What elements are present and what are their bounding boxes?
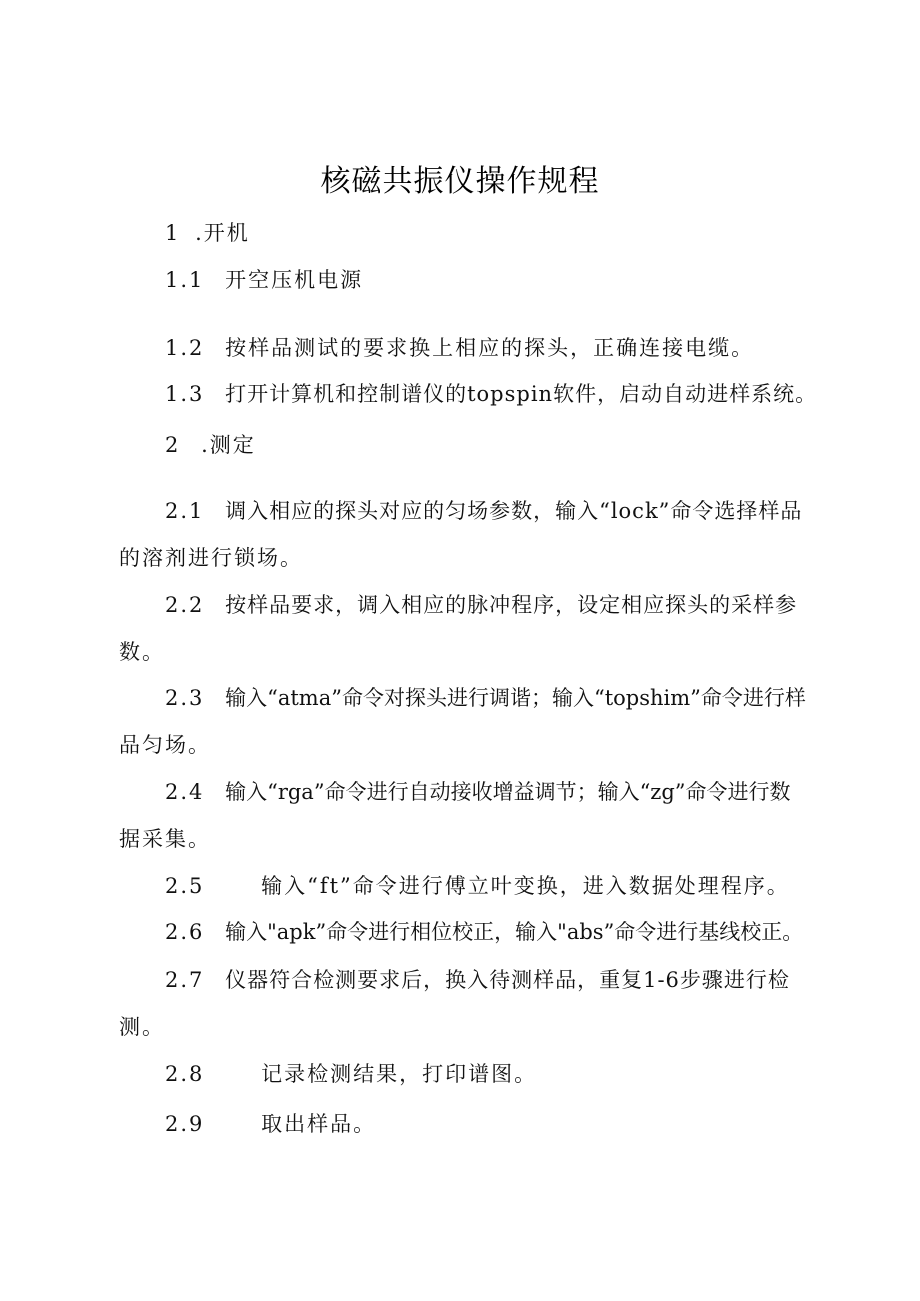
step-1-1 — [165, 266, 363, 294]
step-text: 记录检测结果，打印谱图。 — [261, 1062, 538, 1086]
step-2-7 — [165, 966, 790, 994]
step-text: 调入相应的探头对应的匀场参数，输入“lock”命令选择样品 — [225, 499, 803, 523]
step-number: 2.2 — [165, 593, 205, 617]
step-number: 1.3 — [165, 382, 205, 406]
step-2-3-continued — [119, 731, 211, 759]
step-2-2 — [165, 591, 797, 619]
document-title: 核磁共振仪操作规程 — [320, 164, 600, 199]
step-2-1 — [165, 497, 802, 525]
step-number: 2.5 — [165, 874, 205, 898]
step-number: 2.7 — [165, 968, 205, 992]
step-text: 的溶剂进行锁场。 — [119, 546, 303, 570]
section-number: 1 — [165, 221, 181, 245]
step-text: 按样品要求，调入相应的脉冲程序，设定相应探头的采样参 — [225, 593, 798, 617]
step-2-9 — [165, 1110, 376, 1138]
section-heading-start — [165, 219, 250, 247]
step-2-5 — [165, 872, 790, 900]
step-text: 按样品测试的要求换上相应的探头，正确连接电缆。 — [225, 336, 755, 360]
step-text: 输入“atma”命令对探头进行调谐；输入“topshim”命令进行样 — [225, 686, 806, 710]
section-text: .开机 — [195, 221, 250, 245]
step-2-1-continued — [119, 544, 303, 572]
step-number: 2.1 — [165, 499, 205, 523]
step-number: 2.9 — [165, 1112, 205, 1136]
section-number: 2 — [165, 433, 181, 457]
step-text: 输入“ft”命令进行傅立叶变换，进入数据处理程序。 — [261, 874, 790, 898]
step-2-6 — [165, 918, 803, 946]
step-text: 输入“rga”命令进行自动接收增益调节；输入“zg”命令进行数 — [225, 780, 791, 804]
step-number: 1.2 — [165, 336, 205, 360]
step-number: 2.6 — [165, 920, 205, 944]
step-text: 开空压机电源 — [225, 268, 364, 292]
step-number: 2.3 — [165, 686, 205, 710]
step-text: 输入"apk”命令进行相位校正，输入"abs”命令进行基线校正。 — [225, 920, 804, 944]
step-2-4-continued — [119, 825, 211, 853]
step-text: 品匀场。 — [119, 733, 211, 757]
step-2-4 — [165, 778, 791, 806]
step-2-2-continued — [119, 638, 165, 666]
step-text: 取出样品。 — [261, 1112, 377, 1136]
step-number: 2.4 — [165, 780, 205, 804]
step-text: 仪器符合检测要求后，换入待测样品，重复1-6步骤进行检 — [225, 968, 790, 992]
step-1-3 — [165, 380, 817, 408]
step-number: 1.1 — [165, 268, 205, 292]
step-2-3 — [165, 684, 806, 712]
step-2-7-continued — [119, 1013, 165, 1041]
step-2-8 — [165, 1060, 537, 1088]
step-text: 数。 — [119, 640, 165, 664]
section-heading-measure — [165, 431, 256, 459]
section-text: .测定 — [201, 433, 256, 457]
step-number: 2.8 — [165, 1062, 205, 1086]
step-1-2 — [165, 334, 754, 362]
step-text: 据采集。 — [119, 827, 211, 851]
step-text: 打开计算机和控制谱仪的topspin软件，启动自动进样系统。 — [225, 382, 818, 406]
step-text: 测。 — [119, 1015, 165, 1039]
